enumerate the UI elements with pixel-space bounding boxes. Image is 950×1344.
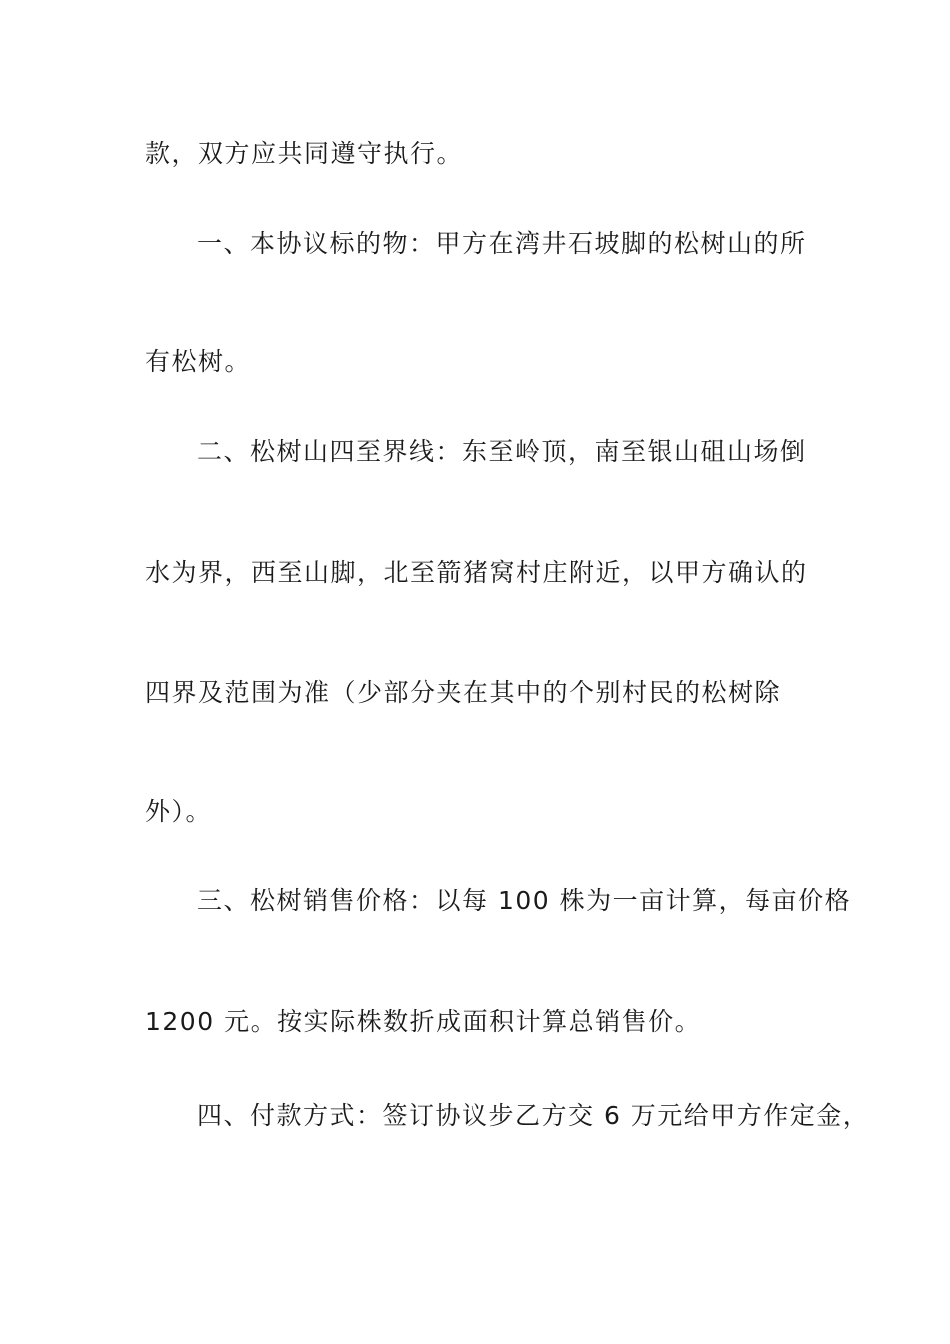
text-line-4: 二、松树山四至界线：东至岭顶，南至银山砠山场倒 (197, 437, 807, 466)
text-line-2: 一、本协议标的物：甲方在湾井石坡脚的松树山的所 (197, 229, 807, 258)
text-line-9: 1200 元。按实际株数折成面积计算总销售价。 (145, 1007, 702, 1036)
text-line-10: 四、付款方式：签订协议步乙方交 6 万元给甲方作定金， (197, 1101, 870, 1130)
text-line-1: 款，双方应共同遵守执行。 (145, 139, 464, 168)
text-line-7: 外）。 (145, 797, 213, 826)
text-line-8: 三、松树销售价格：以每 100 株为一亩计算，每亩价格 (197, 886, 852, 915)
text-line-3: 有松树。 (145, 347, 252, 376)
text-line-5: 水为界，西至山脚，北至箭猪窝村庄附近，以甲方确认的 (145, 558, 808, 587)
text-line-6: 四界及范围为准（少部分夹在其中的个别村民的松树除 (145, 678, 782, 707)
